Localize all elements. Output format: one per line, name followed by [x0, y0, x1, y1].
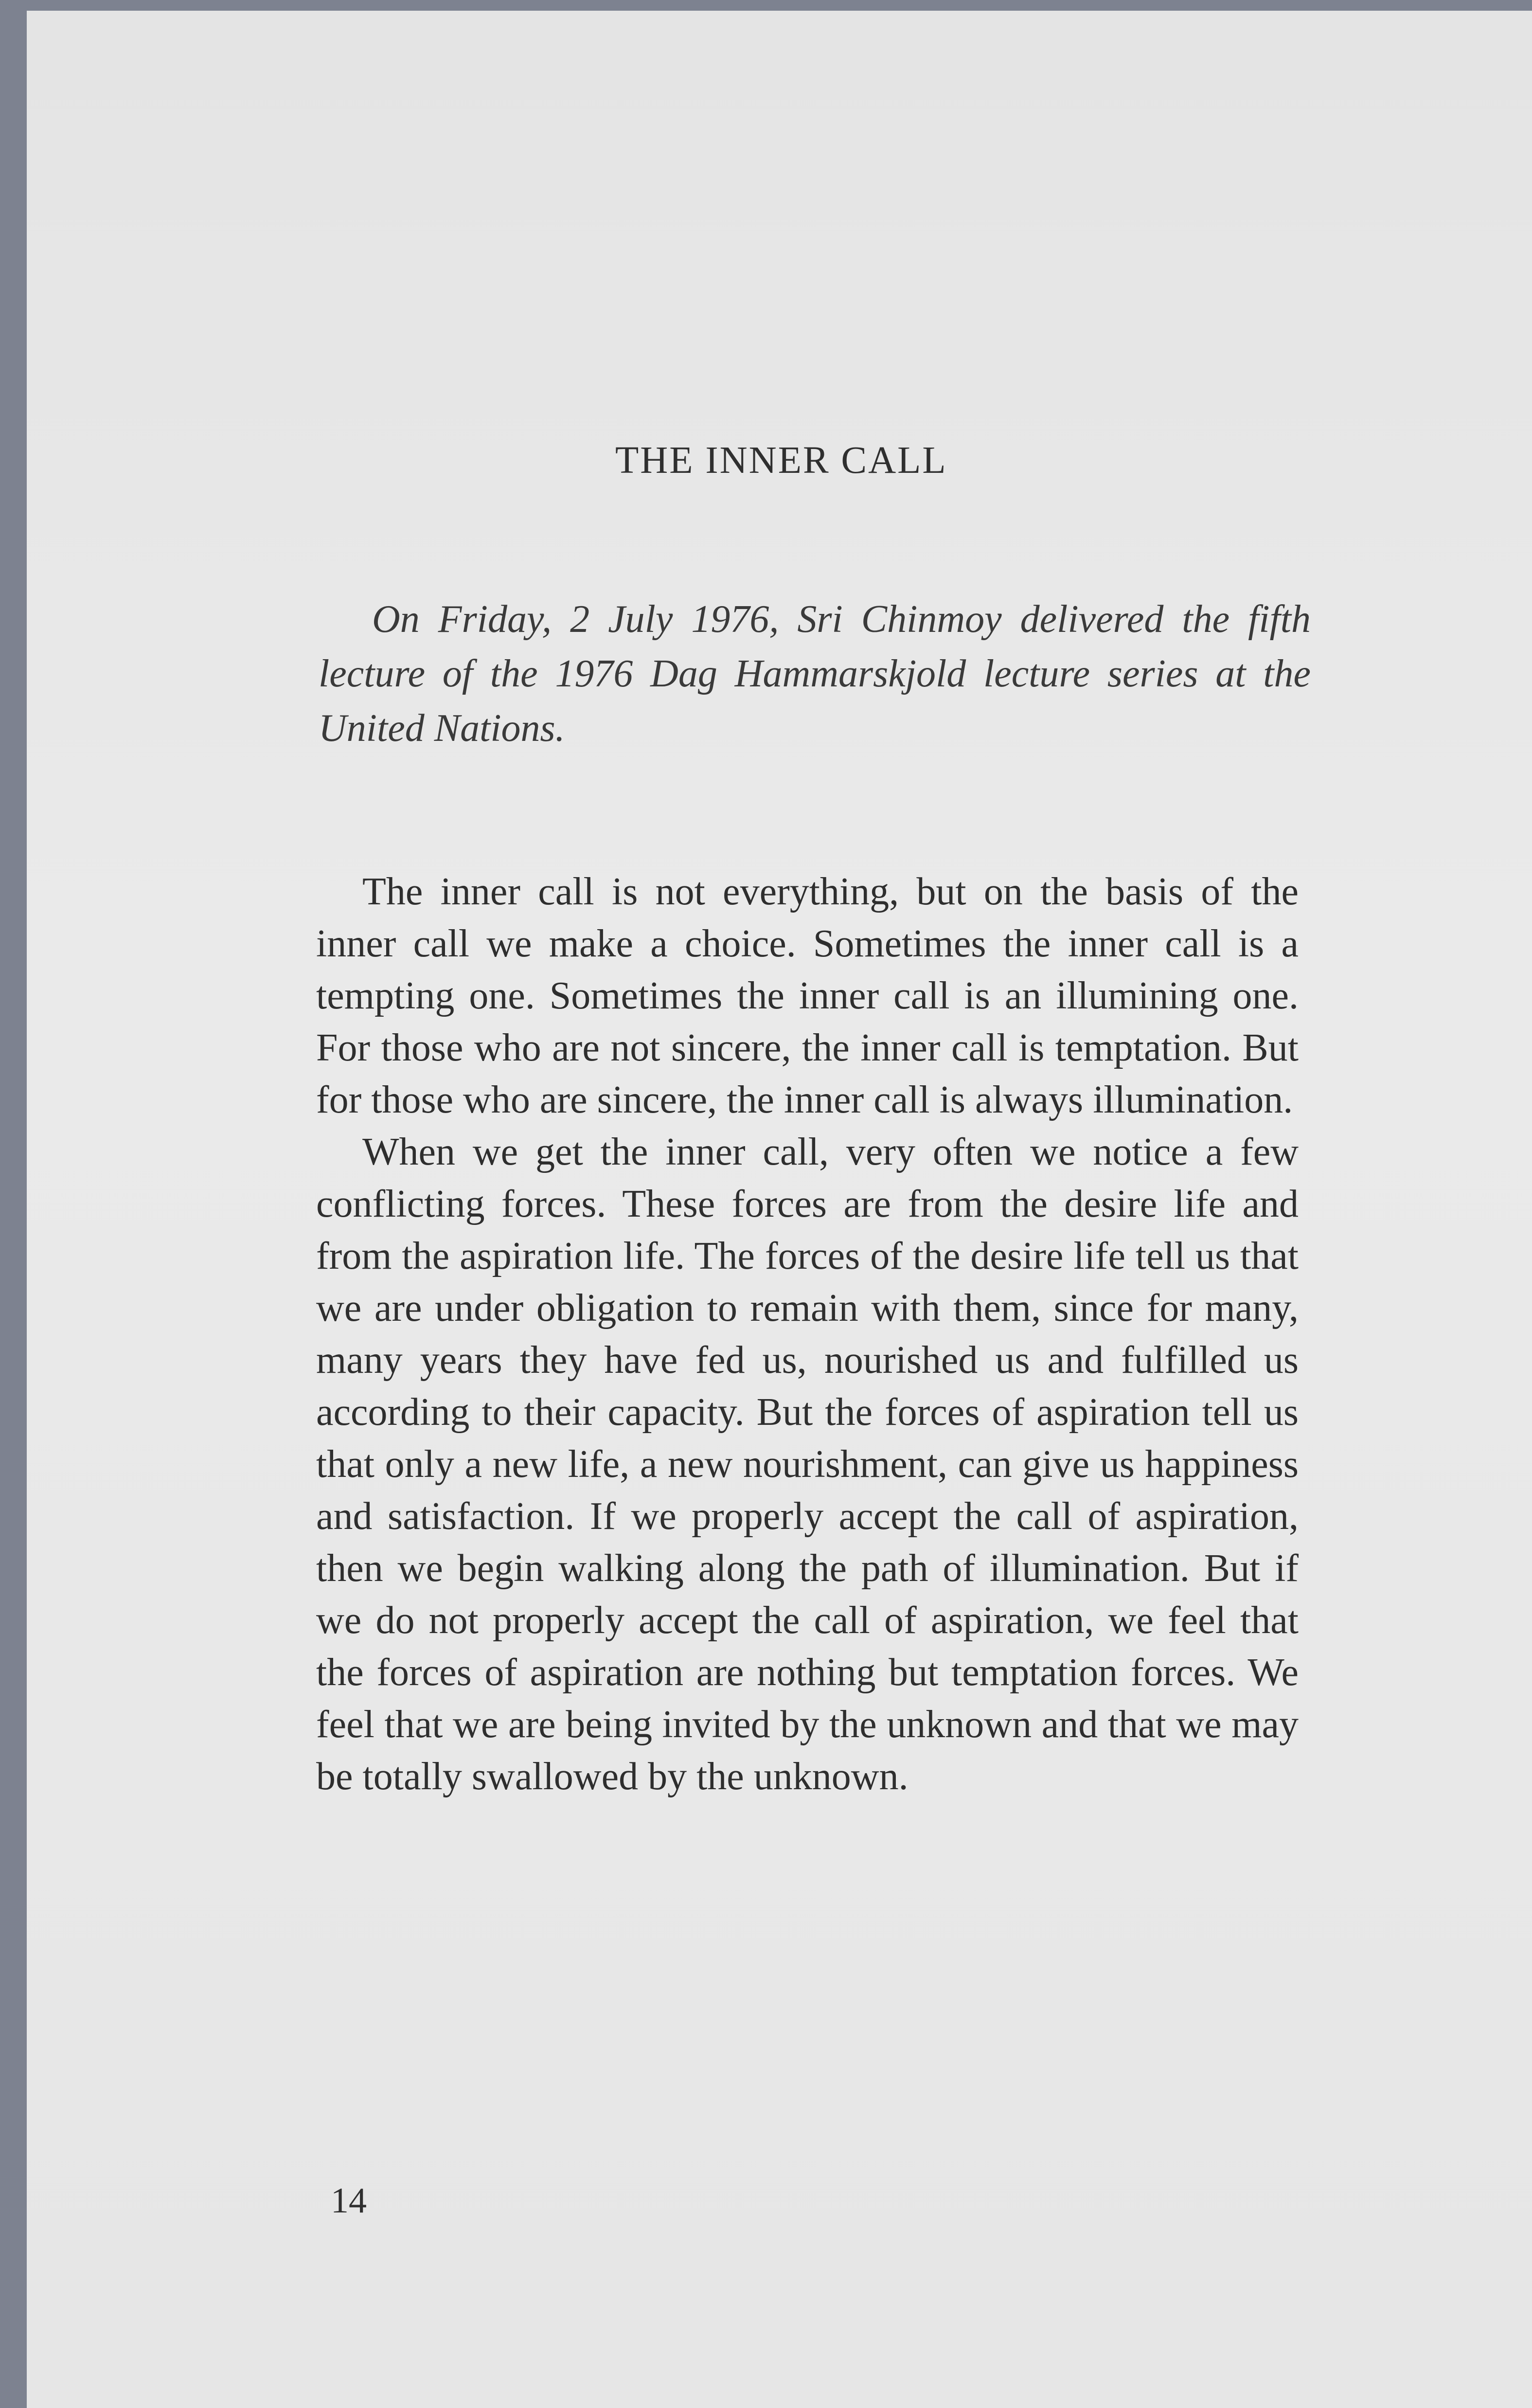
- body-text: [316, 866, 1299, 1803]
- paragraph-1: The inner call is not everything, but on the basis of the inner call we make a choice. Sometimes the inner call is a tempting one. Sometimes the inner call is an illumining one. For those who are not sincere, the inner call is temptation. But for those who are sincere, the inner call is always illumination.: [316, 870, 1299, 1121]
- page-number: 14: [331, 2181, 367, 2221]
- chapter-title: THE INNER CALL: [615, 439, 947, 482]
- book-page: [27, 11, 1532, 2408]
- intro-note: On Friday, 2 July 1976, Sri Chinmoy delivered the fifth lecture of the 1976 Dag Hammarskjold lecture series at the United Nations.: [319, 598, 1311, 750]
- paragraph-2: When we get the inner call, very often we notice a few conflicting forces. These forces are from the desire life and from the aspiration life. The forces of the desire life tell us that we are under obligation to remain with them, since for many, many years they have fed us, nourished us and fulfilled us according to their capacity. But the forces of aspiration tell us that only a new life, a new nourishment, can give us happiness and satisfaction. If we properly accept the call of aspiration, then we begin walking along the path of illumination. But if we do not properly accept the call of aspiration, we feel that the forces of aspiration are nothing but temptation forces. We feel that we are being invited by the unknown and that we may be totally swallowed by the unknown.: [316, 1131, 1299, 1798]
